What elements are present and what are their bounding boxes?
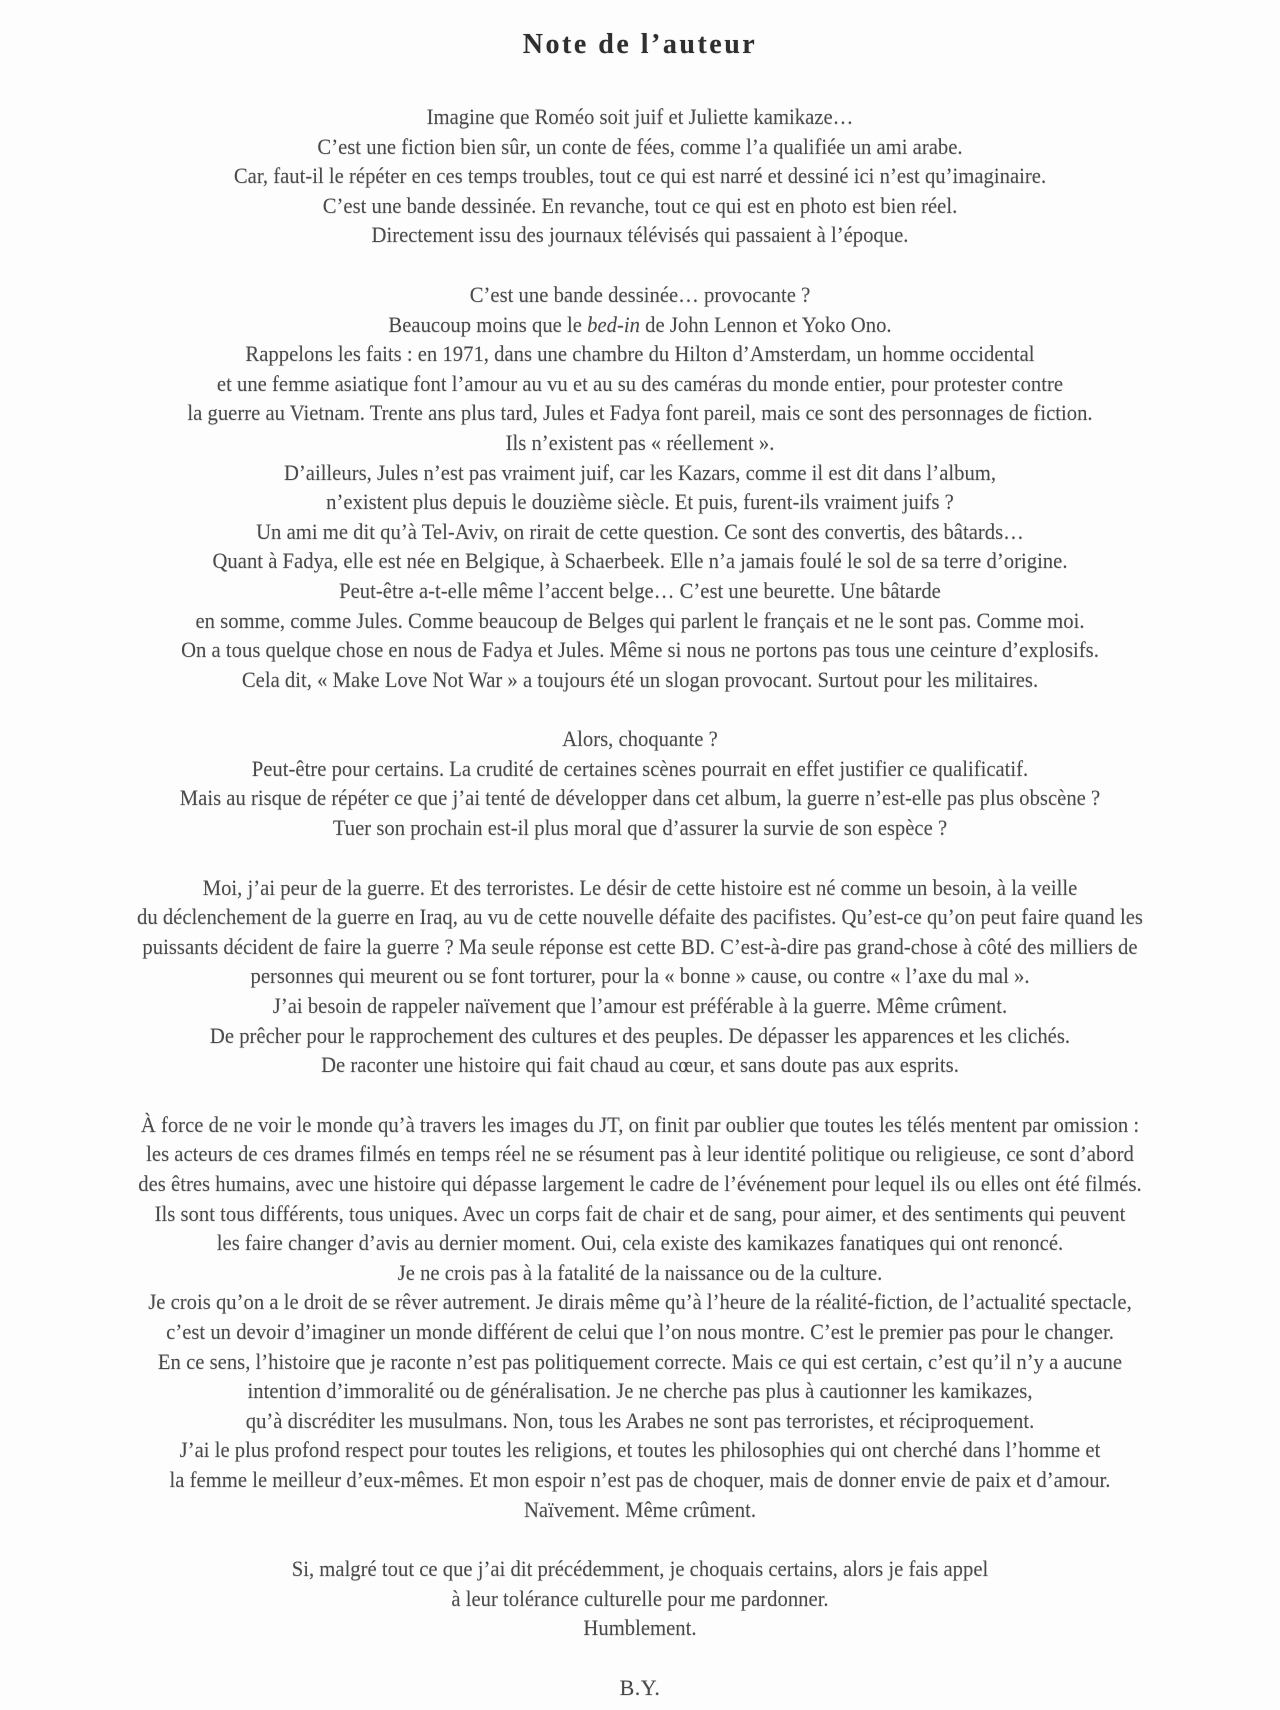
text-line: C’est une bande dessinée… provocante ? xyxy=(469,281,811,307)
text-line: Moi, j’ai peur de la guerre. Et des terroristes. Le désir de cette histoire est né comme un besoin, à la veille xyxy=(202,874,1078,900)
text-line: En ce sens, l’histoire que je raconte n’est pas politiquement correcte. Mais ce qui est certain, c’est qu’il n’y a aucune xyxy=(157,1348,1123,1374)
text-line: Un ami me dit qu’à Tel-Aviv, on rirait de cette question. Ce sont des convertis, des bâtards… xyxy=(256,518,1024,544)
text-line: C’est une fiction bien sûr, un conte de fées, comme l’a qualifiée un ami arabe. xyxy=(317,133,963,159)
text-line: intention d’immoralité ou de généralisation. Je ne cherche pas plus à cautionner les kamikazes, xyxy=(247,1378,1033,1404)
text-line: Beaucoup moins que le bed-in de John Lennon et Yoko Ono. xyxy=(388,311,892,337)
paragraphs xyxy=(0,102,1280,1643)
text-line: les acteurs de ces drames filmés en temps réel ne se résument pas à leur identité politique ou religieuse, ce sont d’abord xyxy=(146,1141,1134,1167)
text-line: On a tous quelque chose en nous de Fadya et Jules. Même si nous ne portons pas tous une ceinture d’explosifs. xyxy=(181,637,1099,663)
text-line: n’existent plus depuis le douzième siècle. Et puis, furent-ils vraiment juifs ? xyxy=(326,489,954,515)
text-line: J’ai le plus profond respect pour toutes les religions, et toutes les philosophies qui ont cherché dans l’homme et xyxy=(179,1437,1101,1463)
text-line: C’est une bande dessinée. En revanche, tout ce qui est en photo est bien réel. xyxy=(322,192,958,218)
text-line: Imagine que Roméo soit juif et Juliette kamikaze… xyxy=(426,104,854,129)
text-line: Cela dit, « Make Love Not War » a toujours été un slogan provocant. Surtout pour les militaires. xyxy=(241,666,1039,692)
text-line: À force de ne voir le monde qu’à travers les images du JT, on finit par oublier que toutes les télés mentent par omission : xyxy=(140,1111,1140,1137)
text-line: Si, malgré tout ce que j’ai dit précédemment, je choquais certains, alors je fais appel xyxy=(291,1556,989,1582)
text-line: Peut-être pour certains. La crudité de certaines scènes pourrait en effet justifier ce qualificatif. xyxy=(251,755,1029,781)
text-line: Quant à Fadya, elle est née en Belgique, à Schaerbeek. Elle n’a jamais foulé le sol de sa terre d’origine. xyxy=(212,548,1068,574)
text-line: qu’à discréditer les musulmans. Non, tous les Arabes ne sont pas terroristes, et réciproquement. xyxy=(245,1407,1035,1433)
page-title: Note de l’auteur xyxy=(522,29,758,60)
text-line: Je ne crois pas à la fatalité de la naissance ou de la culture. xyxy=(397,1259,883,1285)
text-line: et une femme asiatique font l’amour au vu et au su des caméras du monde entier, pour protester contre xyxy=(216,370,1064,396)
text-line: Humblement. xyxy=(583,1615,697,1641)
paragraph xyxy=(0,102,1280,250)
text-line: Mais au risque de répéter ce que j’ai tenté de développer dans cet album, la guerre n’est-elle pas plus obscène ? xyxy=(179,785,1101,811)
text-line: Rappelons les faits : en 1971, dans une chambre du Hilton d’Amsterdam, un homme occidental xyxy=(245,341,1035,367)
text-line: De prêcher pour le rapprochement des cultures et des peuples. De dépasser les apparences et les clichés. xyxy=(209,1022,1071,1048)
text-line: en somme, comme Jules. Comme beaucoup de Belges qui parlent le français et ne le sont pas. Comme moi. xyxy=(195,607,1085,633)
paragraph xyxy=(0,873,1280,1080)
text-line: la femme le meilleur d’eux-mêmes. Et mon espoir n’est pas de choquer, mais de donner envie de paix et d’amour. xyxy=(169,1466,1111,1492)
text-line: Peut-être a-t-elle même l’accent belge… C’est une beurette. Une bâtarde xyxy=(339,577,941,603)
text-line: Alors, choquante ? xyxy=(562,726,718,752)
text-line: les faire changer d’avis au dernier moment. Oui, cela existe des kamikazes fanatiques qui ont renoncé. xyxy=(216,1230,1064,1256)
text-line: Car, faut-il le répéter en ces temps troubles, tout ce qui est narré et dessiné ici n’est qu’imaginaire. xyxy=(233,163,1047,189)
text-line: c’est un devoir d’imaginer un monde différent de celui que l’on nous montre. C’est le premier pas pour le changer. xyxy=(166,1318,1114,1344)
paragraph xyxy=(0,1110,1280,1524)
text-line: à leur tolérance culturelle pour me pardonner. xyxy=(451,1585,829,1611)
text-line: D’ailleurs, Jules n’est pas vraiment juif, car les Kazars, comme il est dit dans l’album, xyxy=(283,459,997,485)
text-line: De raconter une histoire qui fait chaud au cœur, et sans doute pas aux esprits. xyxy=(321,1052,959,1078)
author-signature: B.Y. xyxy=(619,1674,661,1700)
text-line: puissants décident de faire la guerre ? Ma seule réponse est cette BD. C’est-à-dire pas grand-chose à côté des milliers de xyxy=(142,933,1138,959)
text-line: des êtres humains, avec une histoire qui dépasse largement le cadre de l’événement pour lequel ils ou elles ont été filmés. xyxy=(138,1171,1142,1196)
text-line: J’ai besoin de rappeler naïvement que l’amour est préférable à la guerre. Même crûment. xyxy=(272,993,1008,1019)
text-line: personnes qui meurent ou se font torturer, pour la « bonne » cause, ou contre « l’axe du mal ». xyxy=(250,963,1030,989)
text-line: Naïvement. Même crûment. xyxy=(523,1496,757,1522)
text-line: Ils sont tous différents, tous uniques. Avec un corps fait de chair et de sang, pour aimer, et des sentiments qui peuvent xyxy=(154,1200,1126,1226)
paragraph xyxy=(0,280,1280,694)
text-line: Tuer son prochain est-il plus moral que d’assurer la survie de son espèce ? xyxy=(332,815,948,841)
text-line: Je crois qu’on a le droit de se rêver autrement. Je dirais même qu’à l’heure de la réalité-fiction, de l’actualité spectacle, xyxy=(148,1289,1132,1315)
text-line: la guerre au Vietnam. Trente ans plus tard, Jules et Fadya font pareil, mais ce sont des personnages de fiction. xyxy=(187,400,1093,426)
text-line: du déclenchement de la guerre en Iraq, au vu de cette nouvelle défaite des pacifistes. Qu’est-ce qu’on peut faire quand les xyxy=(136,904,1143,930)
text-line: Ils n’existent pas « réellement ». xyxy=(505,429,775,455)
text-line: Directement issu des journaux télévisés qui passaient à l’époque. xyxy=(371,222,909,248)
paragraph xyxy=(0,724,1280,842)
paragraph xyxy=(0,1554,1280,1643)
